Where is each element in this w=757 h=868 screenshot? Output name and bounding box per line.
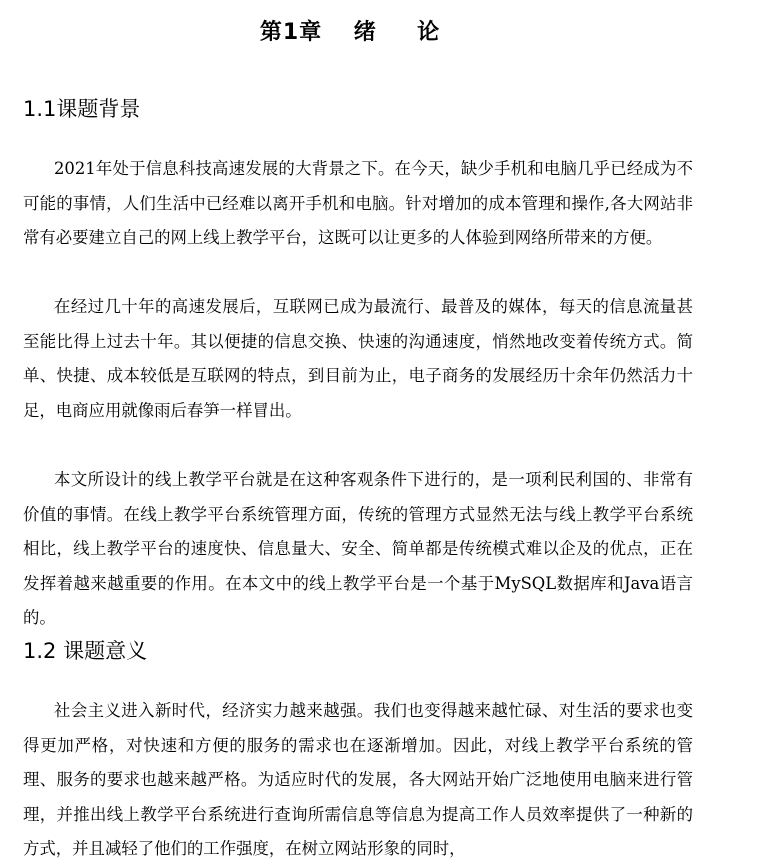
section-heading-significance: 1.2 课题意义 — [23, 639, 148, 663]
paragraph: 社会主义进入新时代，经济实力越来越强。我们也变得越来越忙碌、对生活的要求也变得更加严格，对快速和方便的服务的需求也在逐渐增加。因此，对线上教学平台系统的管理、服务的要求也越来越严格。为适应时代的发展，各大网站开始广泛地使用电脑来进行管理，并推出线上教学平台系统进行查询所需信息等信息为提高工作人员效率提供了一种新的方式，并且减轻了他们的工作强度，在树立网站形象的同时， — [23, 701, 693, 858]
paragraph: 本文所设计的线上教学平台就是在这种客观条件下进行的，是一项利民利国的、非常有价值的事情。在线上教学平台系统管理方面，传统的管理方式显然无法与线上教学平台系统相比，线上教学平台的速度快、信息量大、安全、简单都是传统模式难以企及的优点，正在发挥着越来越重要的作用。在本文中的线上教学平台是一个基于MySQL数据库和Java语言的。 — [23, 470, 693, 627]
section-heading-background: 1.1课题背景 — [23, 97, 141, 121]
paragraph: 2021年处于信息科技高速发展的大背景之下。在今天，缺少手机和电脑几乎已经成为不可能的事情，人们生活中已经难以离开手机和电脑。针对增加的成本管理和操作,各大网站非常有必要建立自己的网上线上教学平台，这既可以让更多的人体验到网络所带来的方便。 — [23, 159, 693, 247]
chapter-title: 第1章 绪 论 — [259, 20, 441, 45]
paragraph: 在经过几十年的高速发展后，互联网已成为最流行、最普及的媒体，每天的信息流量甚至能比得上过去十年。其以便捷的信息交换、快速的沟通速度，悄然地改变着传统方式。简单、快捷、成本较低是互联网的特点，到目前为止，电子商务的发展经历十余年仍然活力十足，电商应用就像雨后春笋一样冒出。 — [23, 297, 693, 420]
